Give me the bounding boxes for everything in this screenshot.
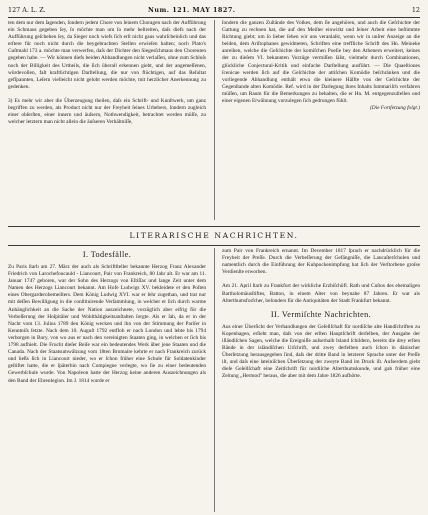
section-heading-vermischte: II. Vermiſchte Nachrichten. — [270, 309, 372, 319]
section-heading-todesfaelle: I. Todesfälle. — [82, 250, 132, 259]
top-right-text: ſondern die ganzen Zuſtände des Volkes, dem ſie angehören, und auch die Geſchichte der Gattung zu rechnen hat, die auf den Meiſter einwirkt und ſeiner Arbeit eine beſtimmte Richtung giebt; um ſo lieber ſehen wir uns veranlaſst, wenn wir in unſrer Anzeige an die beiden, dem Ariſtophanes gewidmeten, Schriften eine treffliche Schrift des Hn. Meineke anreihen, welche die Geſchichte der komiſchen Poeſie bey den Athenern erweitert, keines der zu dieſem VI. bekannten Vorzüge vermiſſen läſst, vielmehr durch Combinationen, glückliche Conjectural-Kritik und einfache Darſtellung ausführt. — Die Quaeſtiones ſcenicae werden ſich auf die Geſchichte der attiſchen Komödie beſchränken und die vorliegende Abhandlung enthält etwa die kleinere Hälfte von der Geſchichte der Gegenſtande alten Komödie. Ref. wird in der Darlegung ihres Inhalts ſummariſch verfahren müſſen, um Raum für die Bemerkungen zu behalten, die er Hn. M. entgegenzuſtellen und einer eigenen Erwähnung vorzulegen ſich gedrungen fühlt. — [222, 20, 420, 105]
continuation-note: (Die Fortſetzung folgt.) — [369, 105, 420, 112]
top-right-column — [222, 20, 420, 225]
banner-bottom-rule — [8, 245, 420, 246]
section-text-todesfaelle: Zu Paris ſtarb am 27. März der auch als Schriftſteller bekannte Herzog Franz Alexander Friedrich von Larochefoucauld - Liancourt, Pair von Frankreich, 80 Jahr alt. Er war am 11. Januar 1747 geboren, war der Sohn des Herzogs von Eſtiſſac und lange Zeit unter dem Namen des Herzogs Liancourt bekannt. Am Hofe Ludwigs XV. bekleidete er den Poſten eines Obergarderobemeiſters. Dem König Ludwig XVI. war er ſehr zugethan, und trat nur mit deſſen Bewilligung in die conſtituirende Verſammlung, in welcher er ſich durch warme Anhänglichkeit an die Sache der Nation auszeichnete, vorzüglich aber eifrig für die Verbeſſerung der Hoſpitäler und Wohlthätigkeitsanſtalten ſorgte. Als er ſah, da er in der Nacht vom 13. Julius 1789 den König wecken und ihn von der Stimmung der Pariſer in Kenntniſs ſetzte. Nach dem 10. Auguſt 1792 entfloh er nach London und lebte bis 1794 verborgen in Bury, von wo aus er nach den vereinigten Staaten ging, in welchen er ſich bis 1798 aufhielt. Die Frucht dieſer Reiſe war ein bedeutendes Werk über jene Staaten und die Canada. Nach der Staatsumwälzung vom 18ten Brumaire kehrte er nach Frankreich zurück und ließs ſich in Liancourt nieder, wo er ſchon früher eine Schule für Soldatenkinder geſtiftet hatte, die er ſpäterhin nach Compiegne verlegte, wo ſie zu einer bedeutenden Gewerbſchule wurde. Von Napoleon hatte der Herzog keine anderen Auszeichnungen als den Band der Ehrenlegion. Im J. 1814 wurde er — [8, 264, 206, 384]
page-header — [8, 5, 420, 16]
section-text-vermischte: Aus einer Überſicht der Verhandlungen der Geſellſchaft für nordiſche alte Handſchriften zu Kopenhagen, erſieht man, daſs von der erſten Hauptſchrift derſelben, der Ausgabe der iſländiſchen Sagen, welche die Ereigniſſe auſserhalb Island ſchildern, bereits die drey erſten Bände in der isländiſchen Urſchrift, und zwey derſelben auch ſchon in dänischer Überſetzung herausgegeben ſind, daſs der dritte Band in letzterer Sprache unter der Preſſe iſt, und daſs eine lateiniſchen Überſetzung der zweyte Band im Druck iſt. Aufserdem giebt dieſe Geſellſchaft eine Zeitſchrift für nordiſche Alterthumskunde, und gab früher eine Zeitung „Hermod" heraus, die aber mit dem Jahre 1826 aufhörte. — [222, 323, 420, 380]
banner-heading: LITERARISCHE NACHRICHTEN. — [129, 231, 299, 240]
banner-top-rule — [8, 226, 420, 227]
page-number-right: 12 — [411, 6, 420, 14]
top-left-column — [8, 20, 206, 220]
column-divider-top — [214, 20, 215, 220]
issue-line: Num. 121. MAY 1827. — [148, 6, 236, 14]
top-left-text: ten dem nur dem ſagenden, ſondern jedem Chore von ſeinem Choragen nach der Aufführung ein Schmaus gegeben ſey, ſo möchte man um ſo mehr beſtreiten, daſs diefs nach der Aufführung geſchehen ſey, da Sieger noch wiefs ſich erſt nicht gaus wahrſcheinlich und das erſtere für noch nicht durch die beygebrachten Stellen erwieſen halten; noch Plato's Gaſtmahl 173 a. möchte man verwerfen, daſs der Dichter den Siegesſchmaus den Choreuten gegeben habe. — Wir können diefs beiden Abhandlungen nicht verlaſſen, ohne zum Schluſs noch der Billigkeit des Urtheils, die ſich überall erkennen giebt, und der angemeſſenen, würdevollen, faſt kraftlichtigen Darſtellung, die nur von flüchtigen, auf das Reſultat gefſpannten, Leſern vielleicht nicht gelobt werden möchte, mit herzlicher Anerkennung zu gedenken. 3) Es mehr wir aber die Überzeugung theilen, daſs ein Schrift- und Kunſtwerk, um ganz begriffen zu werden, als Product nicht nur der Freyheit ſeines Urhebers, ſondern zugleich einer obſerſten, einer innern und äuſsern, Nothwendigkeit, betrachtet werden müſſe, zu welcher letztern man nicht allein die äuſseren Verhältniſſe, — [8, 20, 206, 126]
bottom-right-column — [222, 248, 420, 512]
page-number-left: 127 A. L. Z. — [8, 6, 46, 14]
bottom-left-column — [8, 248, 206, 512]
header-rule — [8, 17, 420, 18]
column-divider-bottom — [214, 248, 215, 512]
obituary-continuation-text: zum Pair von Frankreich ernannt. Im December 1817 ſprach er nachdrücklich für die Freyheit der Preſſe. Durch die Verbeſſerung der Gefängniſſe, die Lancaſterſchulen und namentlich durch die Einführung der Kuhpockenimpfung hat ſich der Verſtorbene groſse Verdienſte erworben. Am 21. April ſtarb zu Frankfurt der wirkliche Erzbiſchöfl. Rath und Cuſtos des ehemaligen Bartholomäusſtiftes, Batton, in einem Alter von beynahe 87 Jahren. Er war als Alterthumsforſcher, beſonders für die Antiquitäten der Stadt Frankfurt bekannt. — [222, 248, 420, 304]
